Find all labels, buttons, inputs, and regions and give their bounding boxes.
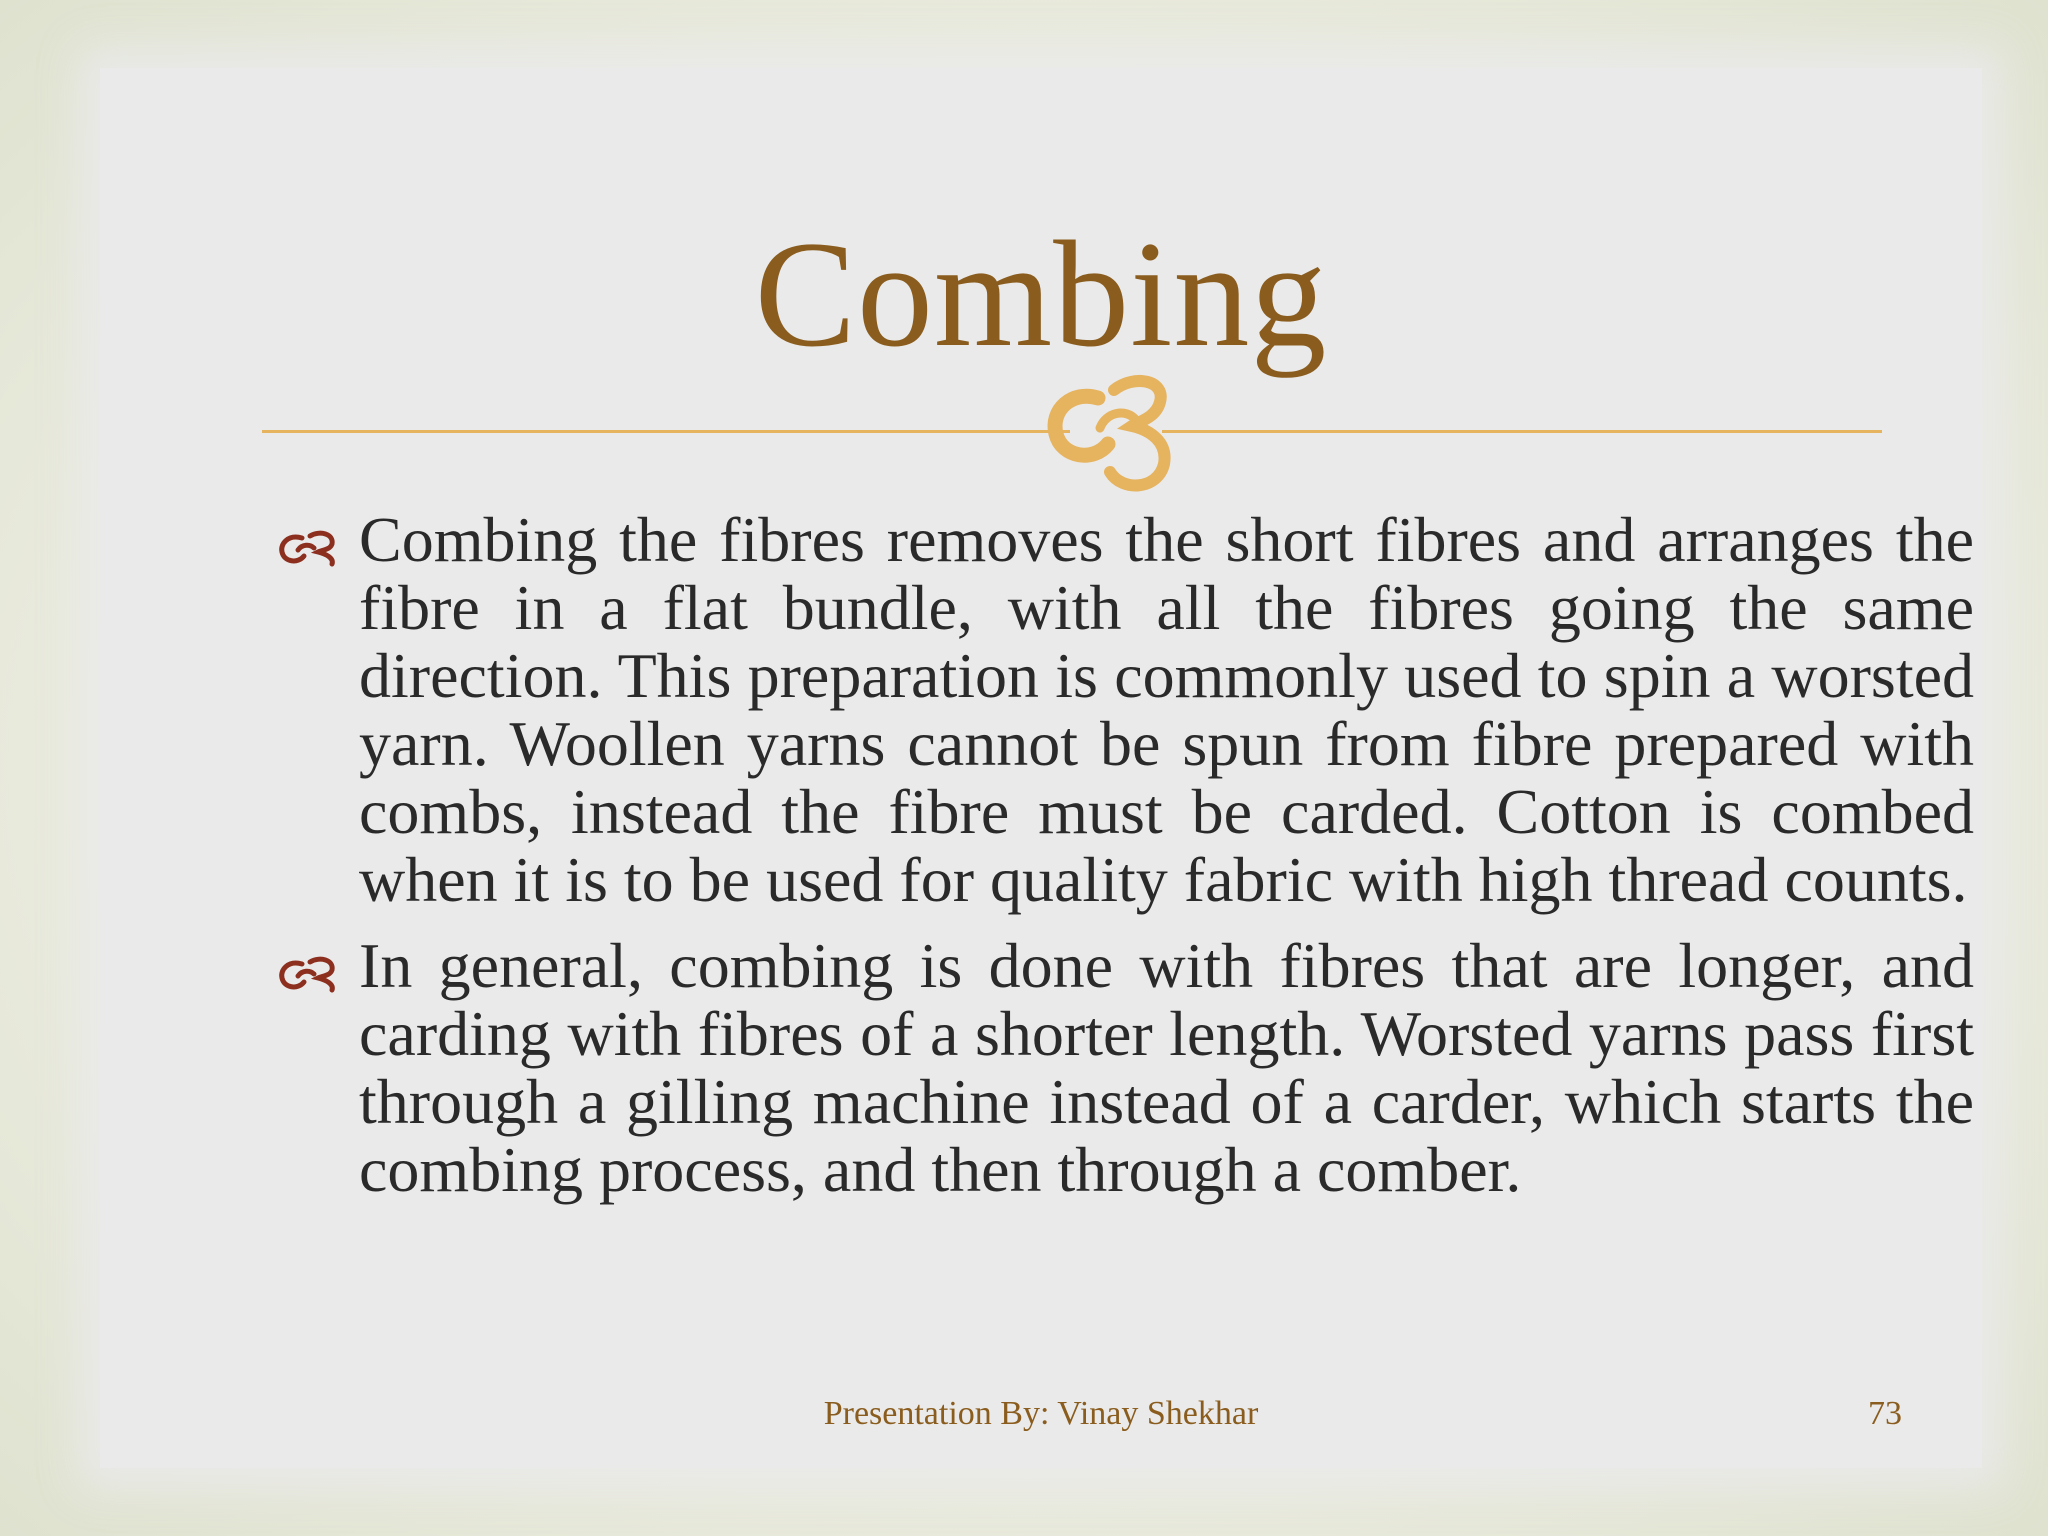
bullet-item (260, 932, 1974, 1204)
ornament-flourish-icon (1040, 368, 1190, 498)
bullet-item (260, 506, 1974, 914)
footer-presenter: Presentation By: Vinay Shekhar (823, 1395, 1259, 1432)
scroll-bullet-icon (276, 956, 338, 994)
divider-line-right (1162, 430, 1882, 433)
slide-content (260, 506, 1974, 1222)
bullet-text: Combing the fibres removes the short fibres and arranges the fibre in a flat bundle, with all the fibres going the same direction. This preparation is commonly used to spin a worsted yarn. Woollen yarns cannot be spun from fibre prepared with combs, instead the fibre must be carded. Cotton is combed when it is to be used for quality fabric with high thread counts. (359, 504, 1974, 915)
scroll-bullet-icon (276, 530, 338, 568)
bullet-text: In general, combing is done with fibres that are longer, and carding with fibres of a shorter length. Worsted yarns pass first through a gilling machine instead of a carder, which starts the combing process, and then through a comber. (359, 930, 1974, 1205)
slide-title: Combing (754, 210, 1328, 378)
page-number: 73 (1868, 1395, 1902, 1432)
divider-line-left (262, 430, 1070, 433)
slide (100, 68, 1982, 1468)
